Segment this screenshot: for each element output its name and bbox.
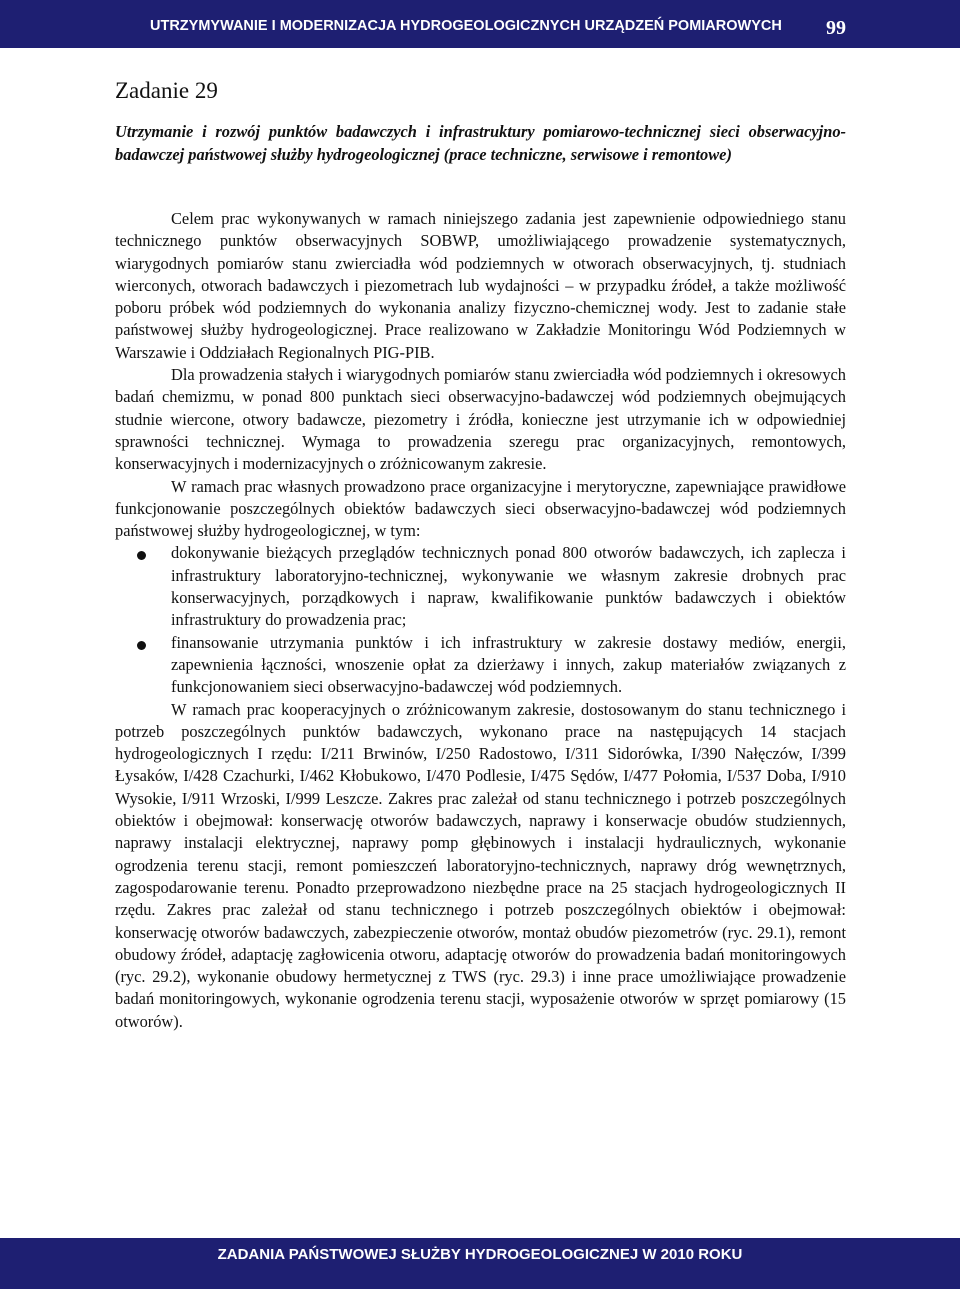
list-item-text: dokonywanie bieżących przeglądów technicznych ponad 800 otworów badawczych, ich zaplecza i infrastruktury laboratoryjno-technicznej, wykonywanie we własnym zakresie drobnych prac konserwacyjnych, porządkowych i napraw, kwalifikowanie punktów badawczych i obiektów infrastruktury do prowadzenia prac; <box>171 543 846 630</box>
paragraph: W ramach prac kooperacyjnych o zróżnicowanym zakresie, dostosowanym do stanu technicznego i potrzeb poszczególnych punktów badawczych, wykonano prace na następujących 14 stacjach hydrogeologicznych I rzędu: I/211 Brwinów, I/250 Radostowo, I/311 Sidorówka, I/390 Nałęczów, I/399 Łysaków, I/428 Czachurki, I/462 Kłobukowo, I/470 Podlesie, I/475 Sędów, I/477 Połomia, I/537 Doba, I/910 Wysokie, I/911 Wrzoski, I/999 Leszcze. Zakres prac zależał od stanu technicznego i potrzeb poszczególnych obiektów i obejmował: konserwację otworów badawczych, naprawy i konserwacje obudów studziennych, naprawy instalacji elektrycznej, naprawy pomp głębinowych i instalacji hydraulicznych, wykonanie ogrodzenia terenu stacji, remont pomieszczeń laboratoryjno-technicznych, naprawy dróg wewnętrznych, zagospodarowanie terenu. Ponadto przeprowadzono niezbędne prace na 25 stacjach hydrogeologicznych II rzędu. Zakres prac zależał od stanu technicznego i potrzeb poszczególnych obiektów i obejmował: konserwację otworów badawczych, zabezpieczenie otworów, montaż obudów piezometrów (ryc. 29.1), remont obudowy źródeł, adaptację zagłowicenia otworu, adaptację otworów do prowadzenia badań monitoringowych (ryc. 29.2), wykonanie obudowy hermetycznej z TWS (ryc. 29.3) i inne prace umożliwiające prowadzenie badań monitoringowych, wykonanie ogrodzenia terenu stacji, wyposażenie otworów w sprzęt pomiarowy (15 otworów). <box>115 699 846 1031</box>
paragraph: Celem prac wykonywanych w ramach niniejszego zadania jest zapewnienie odpowiedniego stanu technicznego punktów obserwacyjnych SOBWP, umożliwiającego prowadzenie systematycznych, wiarygodnych pomiarów stanu zwierciadła wód podziemnych w otworach obserwacyjnych, tj. studniach wierconych, otworach badawczych i piezometrach lub wydajności – w przypadku źródeł, a także możliwość poboru próbek wód podziemnych do wykonania analizy fizyczno-chemicznej wody. Jest to zadanie stałe państwowej służby hydrogeologicznej. Prace realizowano w Zakładzie Monitoringu Wód Podziemnych w Warszawie i Oddziałach Regionalnych PIG-PIB. <box>115 209 846 362</box>
bullet-icon <box>137 551 146 560</box>
list-item <box>115 542 846 631</box>
task-subtitle: Utrzymanie i rozwój punktów badawczych i infrastruktury pomiarowo-technicznej sieci obserwacyjno-badawczej państwowej służby hydrogeologicznej (prace techniczne, serwisowe i remontowe) <box>115 122 846 164</box>
bullet-icon <box>137 641 146 650</box>
running-header-title: UTRZYMYWANIE I MODERNIZACJA HYDROGEOLOGICZNYCH URZĄDZEŃ POMIAROWYCH <box>150 18 782 34</box>
page-number: 99 <box>826 17 846 39</box>
paragraph: Dla prowadzenia stałych i wiarygodnych pomiarów stanu zwierciadła wód podziemnych i okresowych badań chemizmu, w ponad 800 punktach sieci obserwacyjno-badawczej wód podziemnych obejmujących studnie wiercone, otwory badawcze, piezometry i źródła, konieczne jest utrzymanie ich w odpowiedniej sprawności technicznej. Wymaga to prowadzenia szeregu prac organizacyjnych, remontowych, konserwacyjnych i modernizacyjnych o zróżnicowanym zakresie. <box>115 365 846 474</box>
body-text <box>115 208 846 1033</box>
running-footer-title: ZADANIA PAŃSTWOWEJ SŁUŻBY HYDROGEOLOGICZNEJ W 2010 ROKU <box>217 1246 743 1263</box>
task-title: Zadanie 29 <box>115 78 218 103</box>
bullet-list <box>115 542 846 698</box>
list-item <box>115 632 846 699</box>
list-item-text: finansowanie utrzymania punktów i ich infrastruktury w zakresie dostawy mediów, energii, zapewnienia łączności, wnoszenie opłat za dzierżawy i innych, zakup materiałów związanych z funkcjonowaniem sieci obserwacyjno-badawczej wód podziemnych. <box>171 632 846 697</box>
paragraph: W ramach prac własnych prowadzono prace organizacyjne i merytoryczne, zapewniające prawidłowe funkcjonowanie poszczególnych obiektów badawczych sieci obserwacyjno-badawczej wód podziemnych państwowej służby hydrogeologicznej, w tym: <box>115 476 846 541</box>
